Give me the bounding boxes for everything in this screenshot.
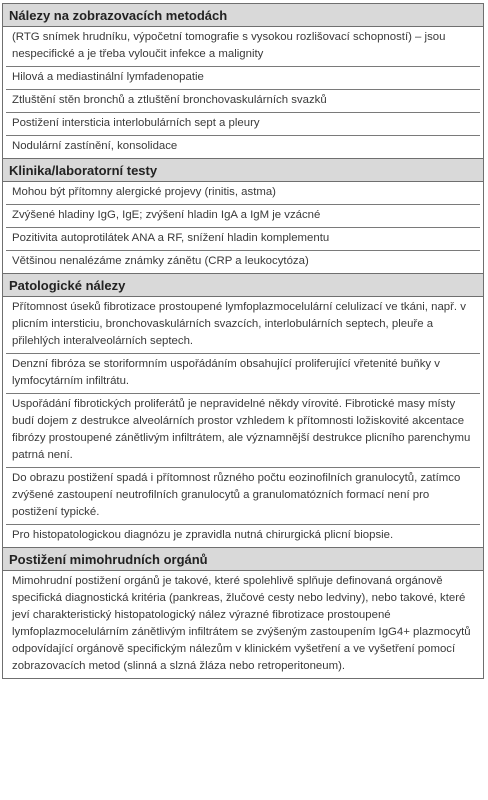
- table-row: Nodulární zastínění, konsolidace: [6, 135, 480, 158]
- table-row: Většinou nenalézáme známky zánětu (CRP a leukocytóza): [6, 250, 480, 273]
- findings-table: [2, 3, 484, 678]
- table-row: Postižení intersticia interlobulárních sept a pleury: [6, 112, 480, 135]
- section-header-extrathoracic: Postižení mimohrudních orgánů: [3, 548, 483, 571]
- table-row: Denzní fibróza se storiformním uspořádáním obsahující proliferující vřetenité buňky v lymfocytárním infiltrátu.: [6, 353, 480, 393]
- table-row: Mohou být přítomny alergické projevy (rinitis, astma): [12, 186, 276, 198]
- table-row: Mimohrudní postižení orgánů je takové, které spolehlivě splňuje definovaná orgánově specifická diagnostická kritéria (pankreas, žlučové cesty nebo ledviny), nebo takové, které jeví charakteristický histopatologický nález výrazné fibrotizace prostoupené lymfoplazmocelulárním zánětlivým infiltrátem se zvýšeným zastoupením IgG4+ plazmocytů odpovídající orgánově specifickým nálezům v klinickém vyšetření a ve vyšetření pomocí zobrazovacích metod (slinná a slzná žláza nebo retroperitoneum).: [12, 575, 471, 672]
- table-row: Pro histopatologickou diagnózu je zpravidla nutná chirurgická plicní biopsie.: [6, 524, 480, 547]
- section-header-pathology: Patologické nálezy: [3, 274, 483, 297]
- section-pathology: [2, 273, 484, 548]
- table-row: Do obrazu postižení spadá i přítomnost různého počtu eozinofilních granulocytů, zatímco zvýšené zastoupení neutrofilních granulocytů a granulomatózních formací není pro postižení typické.: [6, 467, 480, 524]
- section-clinical-lab: [2, 158, 484, 274]
- table-row: Pozitivita autoprotilátek ANA a RF, snížení hladin komplementu: [6, 227, 480, 250]
- table-row: Zvýšené hladiny IgG, IgE; zvýšení hladin IgA a IgM je vzácné: [6, 204, 480, 227]
- section-imaging: [2, 3, 484, 159]
- table-row: Ztluštění stěn bronchů a ztluštění bronchovaskulárních svazků: [6, 89, 480, 112]
- section-extrathoracic: [2, 547, 484, 679]
- table-row: Přítomnost úseků fibrotizace prostoupené lymfoplazmocelulární celulizací ve tkáni, např. v plicním intersticiu, bronchovaskulárních svazcích, interlobulárních septech, pleuře a přilehlých interalveolárních septech.: [12, 301, 466, 347]
- table-row: (RTG snímek hrudníku, výpočetní tomografie s vysokou rozlišovací schopností) – jsou nespecifické a je třeba vyloučit infekce a malignity: [12, 31, 446, 60]
- section-header-clinical-lab: Klinika/laboratorní testy: [3, 159, 483, 182]
- table-row: Hilová a mediastinální lymfadenopatie: [6, 66, 480, 89]
- table-row: Uspořádání fibrotických proliferátů je nepravidelné někdy vírovité. Fibrotické masy místy budí dojem z destrukce alveolárních prostor vzhledem k přítomnosti ložiskovité akcentace fibrózy prostoupené zánětlivým infiltrátem, ale významnější destrukce plicního parenchymu patrná není.: [6, 393, 480, 467]
- section-header-imaging: Nálezy na zobrazovacích metodách: [3, 4, 483, 27]
